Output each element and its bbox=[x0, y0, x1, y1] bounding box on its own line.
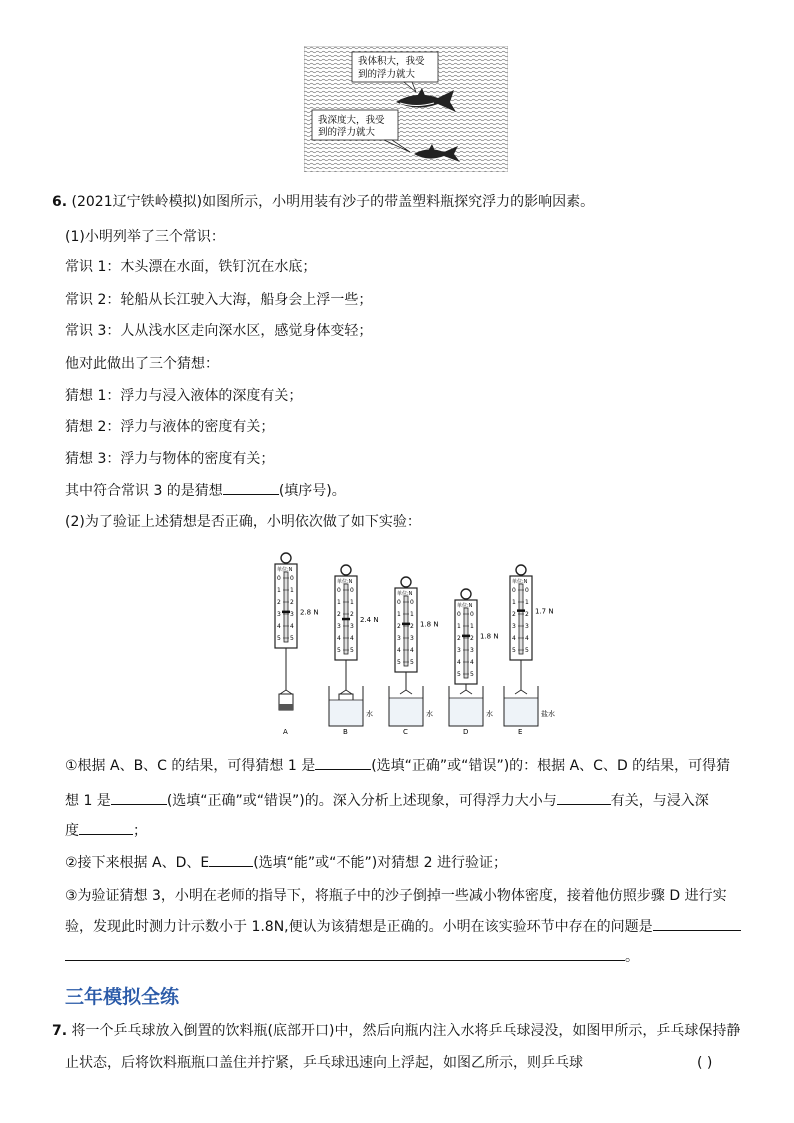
scale-unit: 单位:N bbox=[512, 579, 528, 585]
tick-label: 3 bbox=[350, 623, 354, 630]
spring-scale-C bbox=[389, 577, 439, 736]
answer-blank-3[interactable] bbox=[111, 790, 167, 805]
spring-scale-D bbox=[449, 589, 499, 736]
tick-label: 0 bbox=[290, 575, 294, 582]
bubble1-line1: 我体积大，我受 bbox=[358, 56, 425, 67]
common-sense-2: 常识 2：轮船从长江驶入大海，船身会上浮一些； bbox=[65, 292, 373, 308]
tick-label: 2 bbox=[277, 599, 281, 606]
tick-label: 3 bbox=[525, 623, 529, 630]
liquid-label: 水 bbox=[366, 710, 373, 718]
fill-question-1 bbox=[65, 480, 346, 501]
tick-label: 5 bbox=[410, 659, 414, 666]
tick-label: 5 bbox=[457, 671, 461, 678]
bubble2-line2: 到的浮力就大 bbox=[318, 127, 376, 138]
tick-label: 4 bbox=[397, 647, 401, 654]
s3-text-c: 。 bbox=[625, 949, 639, 965]
tick-label: 0 bbox=[337, 587, 341, 594]
pointer bbox=[462, 635, 470, 638]
tick-label: 0 bbox=[470, 611, 474, 618]
common-sense-3: 常识 3：人从浅水区走向深水区，感觉身体变轻； bbox=[65, 323, 373, 339]
s2-text-b: (选填“能”或“不能”)对猜想 2 进行验证； bbox=[253, 855, 507, 871]
tick-label: 5 bbox=[397, 659, 401, 666]
tick-label: 5 bbox=[350, 647, 354, 654]
q7-line1 bbox=[52, 1021, 740, 1041]
q7-number: 7. bbox=[52, 1023, 68, 1039]
answer-blank-2[interactable] bbox=[315, 755, 371, 770]
scale-unit: 单位:N bbox=[457, 603, 473, 609]
setup-label: A bbox=[283, 728, 288, 736]
s2-text-a: ②接下来根据 A、D、E bbox=[65, 855, 210, 871]
q6-number: 6. bbox=[52, 194, 68, 210]
tick-label: 0 bbox=[397, 599, 401, 606]
sub-question-3-line2 bbox=[65, 916, 741, 937]
sub-question-2 bbox=[65, 852, 507, 873]
reading-label: 2.4 N bbox=[360, 615, 379, 624]
tick-label: 3 bbox=[470, 647, 474, 654]
tick-label: 1 bbox=[337, 599, 341, 606]
tick-label: 2 bbox=[397, 623, 401, 630]
q7-answer-bracket[interactable]: ( ) bbox=[697, 1055, 713, 1071]
tick-label: 4 bbox=[470, 659, 474, 666]
fish-figure bbox=[304, 46, 508, 172]
bubble2-line1: 我深度大，我受 bbox=[318, 115, 385, 126]
tick-label: 5 bbox=[277, 635, 281, 642]
tick-label: 4 bbox=[290, 623, 294, 630]
tick-label: 2 bbox=[525, 611, 529, 618]
spring-scale-figure bbox=[255, 546, 565, 736]
tick-label: 4 bbox=[350, 635, 354, 642]
tick-label: 4 bbox=[277, 623, 281, 630]
setup-label: D bbox=[463, 728, 469, 736]
scale-unit: 单位:N bbox=[277, 567, 293, 573]
tick-label: 3 bbox=[337, 623, 341, 630]
pointer bbox=[517, 609, 525, 612]
tick-label: 4 bbox=[512, 635, 516, 642]
tick-label: 1 bbox=[350, 599, 354, 606]
spring-scale-E bbox=[504, 565, 555, 736]
tick-label: 3 bbox=[512, 623, 516, 630]
pointer bbox=[342, 618, 350, 621]
tick-label: 0 bbox=[525, 587, 529, 594]
q6-stem bbox=[52, 192, 594, 212]
tick-label: 3 bbox=[290, 611, 294, 618]
common-sense-1: 常识 1：木头漂在水面，铁钉沉在水底； bbox=[65, 259, 317, 275]
answer-blank-5[interactable] bbox=[79, 820, 133, 835]
tick-label: 0 bbox=[457, 611, 461, 618]
tick-label: 0 bbox=[277, 575, 281, 582]
tick-label: 5 bbox=[525, 647, 529, 654]
tick-label: 5 bbox=[290, 635, 294, 642]
sub-question-1-line2 bbox=[65, 790, 709, 811]
tick-label: 2 bbox=[457, 635, 461, 642]
liquid-label: 盐水 bbox=[541, 710, 555, 718]
setup-label: C bbox=[403, 728, 408, 736]
tick-label: 3 bbox=[410, 635, 414, 642]
spring-scale-B bbox=[329, 565, 379, 736]
tick-label: 1 bbox=[457, 623, 461, 630]
sub-question-1-line3 bbox=[65, 820, 147, 841]
tick-label: 1 bbox=[290, 587, 294, 594]
sub-question-1-line1 bbox=[65, 755, 730, 776]
reading-label: 1.8 N bbox=[420, 620, 439, 629]
guess-2: 猜想 2：浮力与液体的密度有关； bbox=[65, 419, 275, 435]
liquid-label: 水 bbox=[426, 710, 433, 718]
s1-text-c: 想 1 是 bbox=[65, 793, 111, 809]
sub-question-3-line1: ③为验证猜想 3，小明在老师的指导下，将瓶子中的沙子倒掉一些减小物体密度，接着他仿照步骤 D 进行实 bbox=[65, 888, 727, 904]
tick-label: 2 bbox=[512, 611, 516, 618]
tick-label: 3 bbox=[277, 611, 281, 618]
reading-label: 2.8 N bbox=[300, 608, 319, 617]
s3-text-b: 验，发现此时测力计示数小于 1.8N,便认为该猜想是正确的。小明在该实验环节中存在的问题是 bbox=[65, 919, 653, 935]
tick-label: 0 bbox=[410, 599, 414, 606]
q6-stem-text: (2021辽宁铁岭模拟)如图所示，小明用装有沙子的带盖塑料瓶探究浮力的影响因素。 bbox=[71, 194, 595, 210]
tick-label: 2 bbox=[470, 635, 474, 642]
bubble1-line2: 到的浮力就大 bbox=[358, 69, 416, 80]
tick-label: 1 bbox=[525, 599, 529, 606]
tick-label: 4 bbox=[410, 647, 414, 654]
tick-label: 4 bbox=[525, 635, 529, 642]
answer-blank-1[interactable] bbox=[223, 480, 279, 495]
guess-1: 猜想 1：浮力与浸入液体的深度有关； bbox=[65, 388, 303, 404]
tick-label: 5 bbox=[337, 647, 341, 654]
guess-intro: 他对此做出了三个猜想： bbox=[65, 356, 219, 372]
setup-label: E bbox=[518, 728, 523, 736]
s1-text-a: ①根据 A、B、C 的结果，可得猜想 1 是 bbox=[65, 758, 316, 774]
pointer bbox=[282, 611, 290, 614]
section-title: 三年模拟全练 bbox=[65, 986, 180, 1008]
tick-label: 5 bbox=[512, 647, 516, 654]
q6-part1: (1)小明列举了三个常识： bbox=[65, 229, 225, 245]
q7-text-1: 将一个乒乓球放入倒置的饮料瓶(底部开口)中，然后向瓶内注入水将乒乓球浸没，如图甲所示，乒乓球保持静 bbox=[71, 1023, 741, 1039]
s1-text-g: ； bbox=[133, 823, 147, 839]
s1-text-b: (选填“正确”或“错误”)的：根据 A、C、D 的结果，可得猜 bbox=[371, 758, 731, 774]
q7-line2: 止状态，后将饮料瓶瓶口盖住并拧紧，乒乓球迅速向上浮起，如图乙所示，则乒乓球 bbox=[65, 1055, 583, 1071]
tick-label: 1 bbox=[397, 611, 401, 618]
tick-label: 1 bbox=[410, 611, 414, 618]
reading-label: 1.7 N bbox=[535, 607, 554, 616]
tick-label: 0 bbox=[350, 587, 354, 594]
tick-label: 1 bbox=[277, 587, 281, 594]
spring-scale-A bbox=[275, 553, 319, 736]
sub-question-3-line3 bbox=[65, 946, 639, 967]
tick-label: 3 bbox=[457, 647, 461, 654]
setup-label: B bbox=[343, 728, 348, 736]
tick-label: 2 bbox=[410, 623, 414, 630]
tick-label: 4 bbox=[457, 659, 461, 666]
tick-label: 0 bbox=[512, 587, 516, 594]
q6-part2: (2)为了验证上述猜想是否正确，小明依次做了如下实验： bbox=[65, 514, 421, 530]
fill1-text-a: 其中符合常识 3 的是猜想 bbox=[65, 483, 223, 499]
tick-label: 1 bbox=[470, 623, 474, 630]
guess-3: 猜想 3：浮力与物体的密度有关； bbox=[65, 451, 275, 467]
tick-label: 5 bbox=[470, 671, 474, 678]
answer-blank-7[interactable] bbox=[653, 916, 741, 931]
tick-label: 2 bbox=[290, 599, 294, 606]
answer-blank-6[interactable] bbox=[209, 852, 253, 867]
pointer bbox=[402, 623, 410, 626]
tick-label: 4 bbox=[337, 635, 341, 642]
answer-blank-4[interactable] bbox=[557, 790, 611, 805]
scale-unit: 单位:N bbox=[397, 591, 413, 597]
tick-label: 2 bbox=[350, 611, 354, 618]
tick-label: 1 bbox=[512, 599, 516, 606]
scale-unit: 单位:N bbox=[337, 579, 353, 585]
s1-text-e: 有关，与浸入深 bbox=[610, 793, 709, 809]
tick-label: 2 bbox=[337, 611, 341, 618]
reading-label: 1.8 N bbox=[480, 632, 499, 641]
tick-label: 3 bbox=[397, 635, 401, 642]
fill1-text-b: (填序号)。 bbox=[278, 483, 346, 499]
liquid-label: 水 bbox=[486, 710, 493, 718]
answer-blank-8[interactable] bbox=[65, 946, 625, 961]
s1-text-d: (选填“正确”或“错误”)的。深入分析上述现象，可得浮力大小与 bbox=[166, 793, 557, 809]
s1-text-f: 度 bbox=[65, 823, 79, 839]
